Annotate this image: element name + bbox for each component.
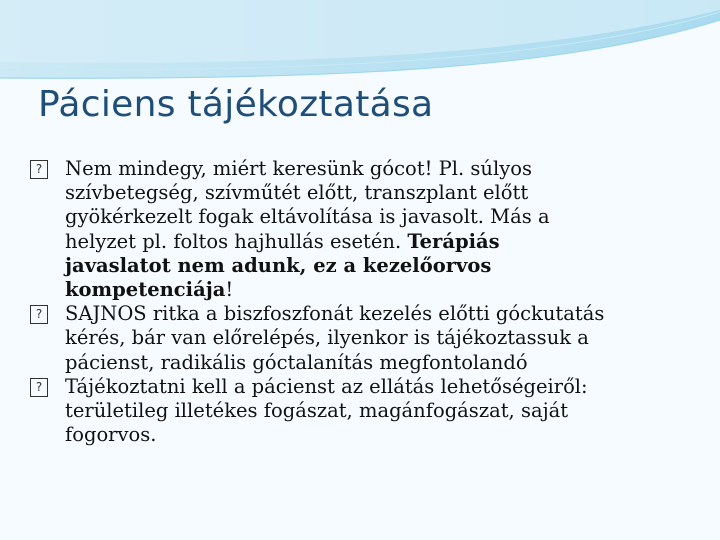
text-line [65, 205, 690, 229]
text-run: Tájékoztatni kell a pácienst az ellátás lehetőségeiről: [65, 374, 588, 398]
text-run: kérés, bár van előrelépés, ilyenkor is tájékoztassuk a [65, 326, 589, 350]
text-run: Nem mindegy, miért keresünk gócot! Pl. súlyos [65, 157, 532, 180]
bullet-paragraph-1 [30, 157, 690, 302]
text-run: helyzet pl. foltos hajhullás esetén. [65, 229, 408, 253]
bold-text-run: javaslatot nem adunk, ez a kezelőorvos [65, 253, 492, 277]
text-line [65, 254, 690, 278]
text-line [65, 278, 690, 302]
bullet-box-icon: ? [30, 305, 48, 324]
text-run: szívbetegség, szívműtét előtt, transzplant előtt [65, 181, 529, 205]
text-run: fogorvos. [65, 423, 157, 447]
page-title: Páciens tájékoztatása [38, 84, 434, 125]
text-line [65, 326, 690, 350]
bold-text-run: Terápiás [407, 229, 500, 253]
text-run: területileg illetékes fogászat, magánfogászat, saját [65, 399, 569, 423]
text-line [65, 351, 690, 375]
bullet-box-icon: ? [30, 160, 48, 179]
bullet-paragraph-2 [30, 302, 690, 375]
text-line [65, 399, 690, 423]
text-line [65, 157, 690, 181]
text-line [65, 423, 690, 447]
bullet-box-icon: ? [30, 378, 48, 397]
text-line [65, 230, 690, 254]
slide-body [30, 157, 690, 447]
text-line [65, 375, 690, 399]
text-run: gyökérkezelt fogak eltávolítása is javasolt. Más a [65, 205, 550, 229]
bold-text-run: kompetenciája [65, 278, 226, 302]
text-line [65, 181, 690, 205]
text-line [65, 302, 690, 326]
bullet-paragraph-3 [30, 375, 690, 448]
decorative-wave-header [0, 0, 720, 90]
text-run: pácienst, radikális góctalanítás megfontolandó [65, 350, 528, 374]
text-run: SAJNOS ritka a biszfoszfonát kezelés előtti góckutatás [65, 302, 605, 326]
text-run: ! [225, 278, 234, 302]
